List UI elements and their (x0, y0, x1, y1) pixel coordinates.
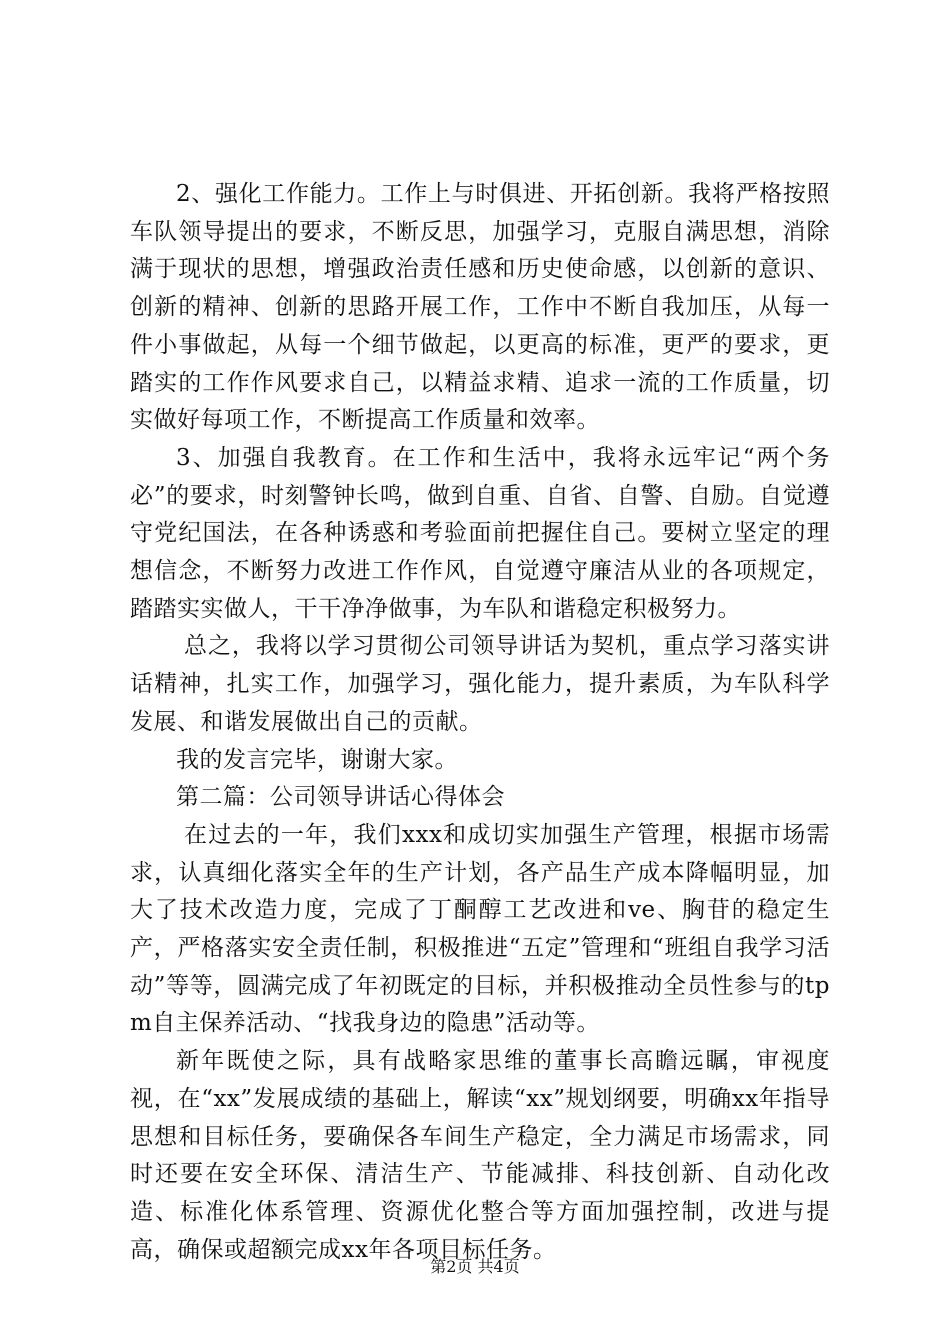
paragraph-work-ability: 2、强化工作能力。工作上与时俱进、开拓创新。我将严格按照车队领导提出的要求，不断反思，加强学习，克服自满思想，消除满于现状的思想，增强政治责任感和历史使命感，以创新的意识、创新的精神、创新的思路开展工作，工作中不断自我加压，从每一件小事做起，从每一个细节做起，以更高的标准，更严的要求，更踏实的工作作风要求自己，以精益求精、追求一流的工作质量，切实做好每项工作，不断提高工作质量和效率。 (130, 181, 830, 434)
paragraph-summary: 总之，我将以学习贯彻公司领导讲话为契机，重点学习落实讲话精神，扎实工作，加强学习，强化能力，提升素质，为车队科学发展、和谐发展做出自己的贡献。 (130, 633, 830, 735)
paragraph-closing: 我的发言完毕，谢谢大家。 (176, 746, 458, 773)
document-body (130, 176, 830, 1269)
paragraph-past-year: 在过去的一年，我们xxx和成切实加强生产管理，根据市场需求，认真细化落实全年的生产计划，各产品生产成本降幅明显，加大了技术改造力度，完成了丁酮醇工艺改进和ve、胸苷的稳定生产，严格落实安全责任制，积极推进“五定”管理和“班组自我学习活动”等等，圆满完成了年初既定的目标，并积极推动全员性参与的tpm自主保养活动、“找我身边的隐患”活动等。 (130, 821, 830, 1037)
paragraph-new-year: 新年既使之际，具有战略家思维的董事长高瞻远瞩，审视度视，在“xx”发展成绩的基础上，解读“xx”规划纲要，明确xx年指导思想和目标任务，要确保各车间生产稳定，全力满足市场需求，同时还要在安全环保、清洁生产、节能减排、科技创新、自动化改造、标准化体系管理、资源优化整合等方面加强控制，改进与提高，确保或超额完成xx年各项目标任务。 (130, 1048, 830, 1263)
section-heading: 第二篇：公司领导讲话心得体会 (176, 784, 505, 811)
paragraph-self-education: 3、加强自我教育。在工作和生活中，我将永远牢记“两个务必”的要求，时刻警钟长鸣，做到自重、自省、自警、自励。自觉遵守党纪国法，在各种诱惑和考验面前把握住自己。要树立坚定的理想信念，不断努力改进工作作风，自觉遵守廉洁从业的各项规定，踏踏实实做人，干干净净做事，为车队和谐稳定积极努力。 (130, 444, 830, 622)
page-number-footer: 第2页 共4页 (430, 1257, 520, 1276)
